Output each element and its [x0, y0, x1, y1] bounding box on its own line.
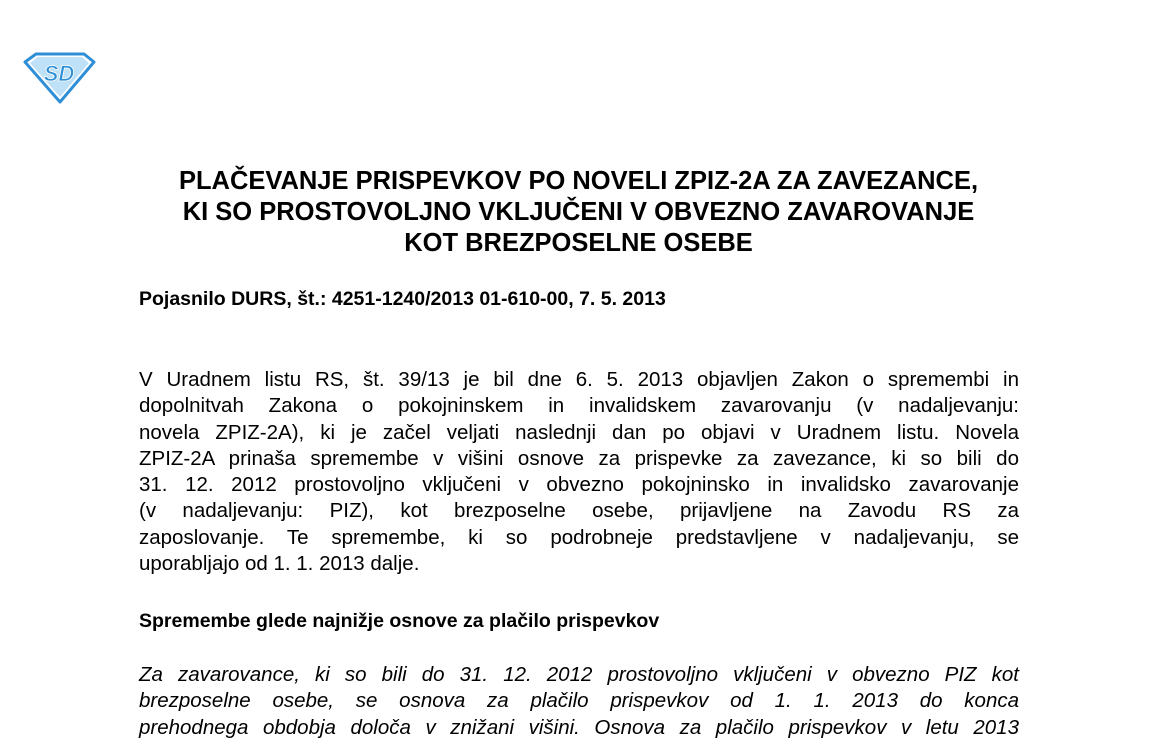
paragraph-line: (v nadaljevanju: PIZ), kot brezposelne osebe, prijavljene na Zavodu RS za: [139, 499, 1019, 523]
paragraph-line: zaposlovanje. Te spremembe, ki so podrobneje predstavljene v nadaljevanju, se: [139, 525, 1019, 549]
svg-text:SD: SD: [43, 61, 75, 86]
title-line: KI SO PROSTOVOLJNO VKLJUČENI V OBVEZNO ZAVAROVANJE: [182, 198, 975, 226]
section-heading: Spremembe glede najnižje osnove za plačilo prispevkov: [139, 610, 660, 632]
sd-logo-icon: [22, 52, 96, 104]
paragraph-line: uporabljajo od 1. 1. 2013 dalje.: [139, 552, 420, 576]
title-line: PLAČEVANJE PRISPEVKOV PO NOVELI ZPIZ-2A ZA ZAVEZANCE,: [178, 167, 979, 195]
title-line: KOT BREZPOSELNE OSEBE: [404, 229, 753, 257]
reference-line: Pojasnilo DURS, št.: 4251-1240/2013 01-610-00, 7. 5. 2013: [139, 288, 666, 310]
paragraph-line: 31. 12. 2012 prostovoljno vključeni v obvezno pokojninsko in invalidsko zavarovanje: [139, 473, 1019, 497]
paragraph-line: dopolnitvah Zakona o pokojninskem in invalidskem zavarovanju (v nadaljevanju:: [139, 394, 1019, 418]
paragraph-line: prehodnega obdobja določa v znižani višini. Osnova za plačilo prispevkov v letu 2013: [139, 715, 1019, 739]
paragraph-line: Za zavarovance, ki so bili do 31. 12. 2012 prostovoljno vključeni v obvezno PIZ kot: [139, 663, 1019, 686]
paragraph-line: ZPIZ-2A prinaša spremembe v višini osnove za prispevke za zavezance, ki so bili do: [139, 446, 1019, 470]
document-title: [100, 166, 1057, 259]
paragraph-line: V Uradnem listu RS, št. 39/13 je bil dne 6. 5. 2013 objavljen Zakon o spremembi in: [139, 368, 1019, 391]
paragraph-line: brezposelne osebe, se osnova za plačilo prispevkov od 1. 1. 2013 do konca: [139, 689, 1019, 713]
section-paragraph: [139, 662, 1019, 741]
paragraph-line: novela ZPIZ-2A), ki je začel veljati naslednji dan po objavi v Uradnem listu. Novela: [139, 420, 1019, 444]
intro-paragraph: [139, 367, 1019, 577]
